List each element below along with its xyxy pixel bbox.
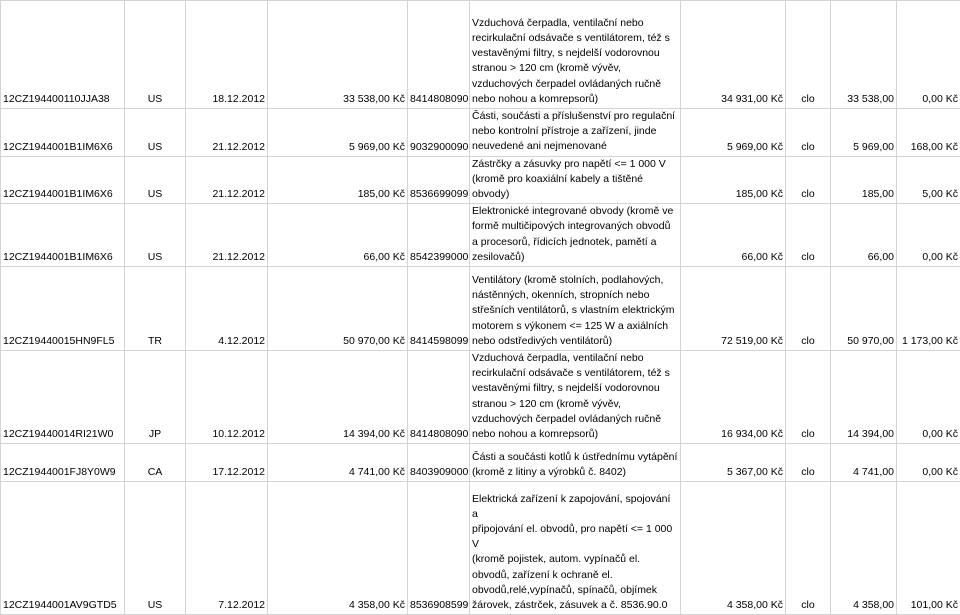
goods-description-cell: Části a součásti kotlů k ústřednímu vytápění (kromě z litiny a výrobků č. 8402) — [470, 444, 681, 482]
duty-base-cell: 4 358,00 — [831, 482, 897, 615]
record-id-cell: 12CZ19440015HN9FL5 — [1, 267, 125, 351]
table-row — [1, 1, 960, 109]
date-cell: 18.12.2012 — [186, 1, 268, 109]
goods-description-cell: Elektronické integrované obvody (kromě ve formě multičipových integrovaných obvodů a procesorů, řídicích jednotek, pamětí a zesilovačů) — [470, 204, 681, 267]
record-id-cell: 12CZ194400110JJA38 — [1, 1, 125, 109]
duty-type-cell: clo — [786, 482, 831, 615]
amount-cell: 14 394,00 Kč — [268, 351, 408, 444]
country-code-cell: TR — [125, 267, 186, 351]
duty-base-cell: 33 538,00 — [831, 1, 897, 109]
tax-amount-cell: 168,00 Kč — [897, 109, 960, 157]
customs-value-cell: 185,00 Kč — [681, 156, 786, 204]
duty-base-cell: 4 741,00 — [831, 444, 897, 482]
date-cell: 21.12.2012 — [186, 156, 268, 204]
table-row — [1, 109, 960, 157]
table-row — [1, 267, 960, 351]
tax-amount-cell: 5,00 Kč — [897, 156, 960, 204]
date-cell: 7.12.2012 — [186, 482, 268, 615]
duty-base-cell: 185,00 — [831, 156, 897, 204]
tax-amount-cell: 0,00 Kč — [897, 1, 960, 109]
country-code-cell: CA — [125, 444, 186, 482]
record-id-cell: 12CZ1944001B1IM6X6 — [1, 109, 125, 157]
tariff-code-cell: 8536699099 — [408, 156, 470, 204]
record-id-cell: 12CZ1944001FJ8Y0W9 — [1, 444, 125, 482]
duty-type-cell: clo — [786, 109, 831, 157]
country-code-cell: US — [125, 1, 186, 109]
duty-type-cell: clo — [786, 444, 831, 482]
customs-value-cell: 5 969,00 Kč — [681, 109, 786, 157]
table-row — [1, 204, 960, 267]
record-id-cell: 12CZ19440014RI21W0 — [1, 351, 125, 444]
country-code-cell: US — [125, 156, 186, 204]
duty-type-cell: clo — [786, 351, 831, 444]
tariff-code-cell: 8403909000 — [408, 444, 470, 482]
table-row — [1, 351, 960, 444]
customs-value-cell: 66,00 Kč — [681, 204, 786, 267]
amount-cell: 66,00 Kč — [268, 204, 408, 267]
tariff-code-cell: 8536908599 — [408, 482, 470, 615]
country-code-cell: JP — [125, 351, 186, 444]
duty-base-cell: 66,00 — [831, 204, 897, 267]
record-id-cell: 12CZ1944001B1IM6X6 — [1, 204, 125, 267]
goods-description-cell: Zástrčky a zásuvky pro napětí <= 1 000 V (kromě pro koaxiální kabely a tištěné obvody) — [470, 156, 681, 204]
duty-type-cell: clo — [786, 267, 831, 351]
tariff-code-cell: 8414808090 — [408, 1, 470, 109]
customs-value-cell: 34 931,00 Kč — [681, 1, 786, 109]
country-code-cell: US — [125, 109, 186, 157]
goods-description-cell: Ventilátory (kromě stolních, podlahových, nástěnných, okenních, stropních nebo střešních ventilátorů, s vlastním elektrickým motorem s výkonem <= 125 W a axiálních nebo odstředivých ventilátorů) — [470, 267, 681, 351]
record-id-cell: 12CZ1944001AV9GTD5 — [1, 482, 125, 615]
tariff-code-cell: 8414808090 — [408, 351, 470, 444]
customs-value-cell: 16 934,00 Kč — [681, 351, 786, 444]
duty-base-cell: 50 970,00 — [831, 267, 897, 351]
date-cell: 10.12.2012 — [186, 351, 268, 444]
tax-amount-cell: 0,00 Kč — [897, 444, 960, 482]
date-cell: 21.12.2012 — [186, 109, 268, 157]
amount-cell: 50 970,00 Kč — [268, 267, 408, 351]
goods-description-cell: Části, součásti a příslušenství pro regulační nebo kontrolní přístroje a zařízení, jinde neuvedené ani nejmenované — [470, 109, 681, 157]
tariff-code-cell: 8414598099 — [408, 267, 470, 351]
date-cell: 21.12.2012 — [186, 204, 268, 267]
table-row — [1, 156, 960, 204]
duty-type-cell: clo — [786, 1, 831, 109]
date-cell: 17.12.2012 — [186, 444, 268, 482]
duty-type-cell: clo — [786, 156, 831, 204]
tax-amount-cell: 101,00 Kč — [897, 482, 960, 615]
customs-value-cell: 5 367,00 Kč — [681, 444, 786, 482]
table-row — [1, 482, 960, 615]
amount-cell: 4 358,00 Kč — [268, 482, 408, 615]
tariff-code-cell: 9032900090 — [408, 109, 470, 157]
amount-cell: 5 969,00 Kč — [268, 109, 408, 157]
amount-cell: 185,00 Kč — [268, 156, 408, 204]
customs-value-cell: 72 519,00 Kč — [681, 267, 786, 351]
tax-amount-cell: 0,00 Kč — [897, 204, 960, 267]
customs-value-cell: 4 358,00 Kč — [681, 482, 786, 615]
date-cell: 4.12.2012 — [186, 267, 268, 351]
country-code-cell: US — [125, 204, 186, 267]
duty-type-cell: clo — [786, 204, 831, 267]
goods-description-cell: Vzduchová čerpadla, ventilační nebo recirkulační odsávače s ventilátorem, též s vestavěnými filtry, s nejdelší vodorovnou stranou > 120 cm (kromě vývěv, vzduchových čerpadel ovládaných ručně nebo nohou a komrepsorů) — [470, 1, 681, 109]
duty-base-cell: 5 969,00 — [831, 109, 897, 157]
table-row — [1, 444, 960, 482]
tax-amount-cell: 1 173,00 Kč — [897, 267, 960, 351]
goods-description-cell: Elektrická zařízení k zapojování, spojování a připojování el. obvodů, pro napětí <= 1 000 V (kromě pojistek, autom. vypínačů el. obvodů, zařízení k ochraně el. obvodů,relé,vypínačů, spínačů, objímek žárovek, zástrček, zásuvek a č. 8536.90.0 — [470, 482, 681, 615]
country-code-cell: US — [125, 482, 186, 615]
duty-base-cell: 14 394,00 — [831, 351, 897, 444]
goods-description-cell: Vzduchová čerpadla, ventilační nebo recirkulační odsávače s ventilátorem, též s vestavěnými filtry, s nejdelší vodorovnou stranou > 120 cm (kromě vývěv, vzduchových čerpadel ovládaných ručně nebo nohou a komrepsorů) — [470, 351, 681, 444]
tax-amount-cell: 0,00 Kč — [897, 351, 960, 444]
amount-cell: 33 538,00 Kč — [268, 1, 408, 109]
tariff-code-cell: 8542399000 — [408, 204, 470, 267]
record-id-cell: 12CZ1944001B1IM6X6 — [1, 156, 125, 204]
amount-cell: 4 741,00 Kč — [268, 444, 408, 482]
